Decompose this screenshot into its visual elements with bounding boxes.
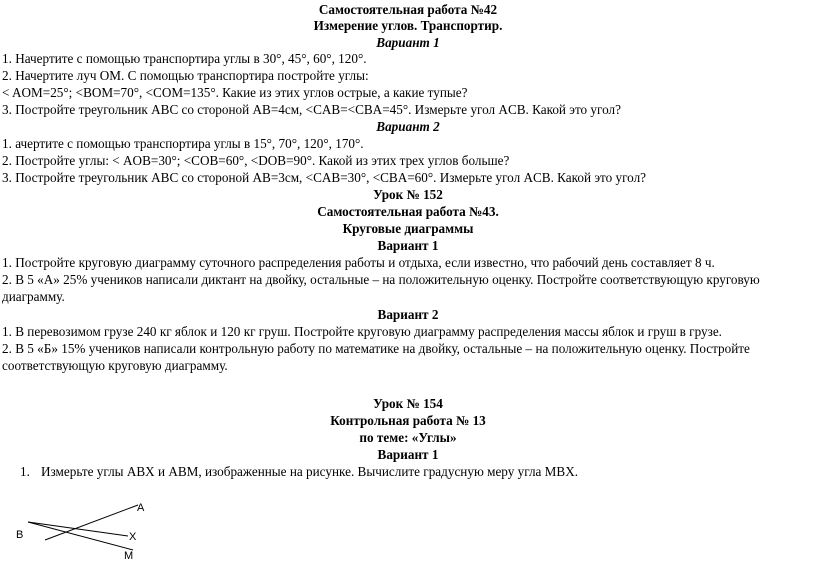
v2-item-2: 2. Постройте углы: < AOB=30°; <COB=60°, <DOB=90°. Какой из этих трех углов больше?	[2, 153, 510, 168]
pv1-item-2-cont: диаграмму.	[2, 289, 65, 304]
task-number: 1.	[20, 464, 30, 479]
variant-1-heading: Вариант 1	[376, 35, 440, 50]
v2-item-1: 1. ачертите с помощью транспортира углы в 15°, 70°, 120°, 170°.	[2, 136, 364, 151]
topic-heading: по теме: «Углы»	[359, 430, 457, 445]
pie-variant-1-heading: Вариант 1	[377, 238, 439, 253]
pv2-item-2: 2. В 5 «Б» 15% учеников написали контрольную работу по математике на двойку, остальные – на положительную оценку. Постройте	[2, 341, 750, 356]
v1-item-2-cont: < AOM=25°; <BOM=70°, <COM=135°. Какие из этих углов острые, а какие тупые?	[2, 85, 468, 100]
ray-bx	[28, 522, 128, 536]
title-angle-measure: Измерение углов. Транспортир.	[313, 18, 503, 33]
sr43-heading: Самостоятельная работа №43.	[317, 204, 499, 219]
v1-item-3: 3. Постройте треугольник ABC со стороной AB=4см, <CAB=<CBA=45°. Измерьте угол ACB. Какой это угол?	[2, 102, 621, 117]
pv1-item-2: 2. В 5 «А» 25% учеников написали диктант на двойку, остальные – на положительную оценку. Постройте соответствующую круговую	[2, 272, 760, 287]
lesson-152-heading: Урок № 152	[373, 187, 443, 202]
pie-charts-heading: Круговые диаграммы	[342, 221, 474, 236]
lesson-154-heading: Урок № 154	[373, 396, 443, 411]
label-m: M	[124, 550, 134, 562]
v1-item-1: 1. Начертите с помощью транспортира углы в 30°, 45°, 60°, 120°.	[2, 51, 367, 66]
pv2-item-1: 1. В перевозимом грузе 240 кг яблок и 120 кг груш. Постройте круговую диаграмму распределения массы яблок и груш в грузе.	[2, 324, 722, 339]
label-x: X	[129, 531, 137, 543]
v1-item-2: 2. Начертите луч ОМ. С помощью транспортира постройте углы:	[2, 68, 369, 83]
ray-ba	[45, 505, 138, 540]
pv2-item-2-cont: соответствующую круговую диаграмму.	[2, 358, 228, 373]
label-a: A	[137, 502, 145, 514]
title-sr42: Самостоятельная работа №42	[318, 2, 498, 17]
pie-variant-2-heading: Вариант 2	[377, 307, 439, 322]
task-text: Измерьте углы ABX и ABM, изображенные на рисунке. Вычислите градусную меру угла MBX.	[41, 464, 579, 479]
v2-item-3: 3. Постройте треугольник ABC со стороной AB=3см, <CAB=30°, <CBA=60°. Измерьте угол ACB. Какой это угол?	[2, 170, 647, 185]
pv1-item-1: 1. Постройте круговую диаграмму суточного распределения работы и отдыха, если известно, что рабочий день составляет 8 ч.	[2, 255, 715, 270]
variant-2-heading: Вариант 2	[376, 119, 440, 134]
label-b: B	[16, 529, 24, 541]
test-variant-1-heading: Вариант 1	[377, 447, 439, 462]
test-13-heading: Контрольная работа № 13	[330, 413, 486, 428]
